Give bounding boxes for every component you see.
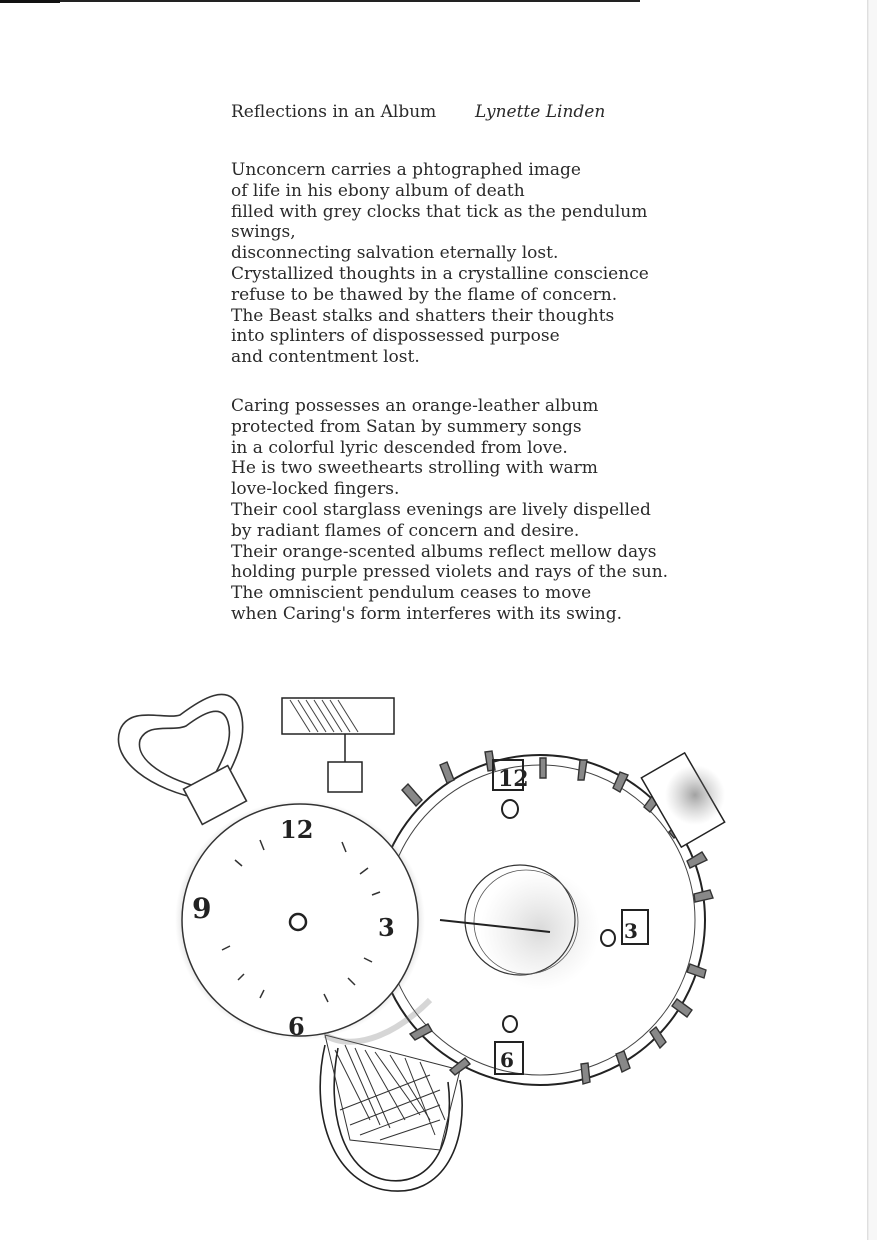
poem-line: The omniscient pendulum ceases to move xyxy=(231,583,592,604)
right-clock-3: 3 xyxy=(624,919,638,943)
left-clock-9: 9 xyxy=(192,892,212,925)
pendulum-loop xyxy=(320,1045,462,1191)
page-top-edge xyxy=(0,0,640,2)
poem-title: Reflections in an Album xyxy=(231,102,437,122)
poem-line: He is two sweethearts strolling with warm xyxy=(231,458,598,479)
poem-line: disconnecting salvation eternally lost. xyxy=(231,243,559,264)
left-clock-12: 12 xyxy=(280,815,314,844)
right-clock-12: 12 xyxy=(498,766,529,792)
poem-line: love-locked fingers. xyxy=(231,479,400,500)
left-clock xyxy=(175,800,430,1042)
poem-line: Unconcern carries a phtographed image xyxy=(231,160,581,180)
poem-line: filled with grey clocks that tick as the pendulum xyxy=(231,201,648,222)
poem-line: into splinters of dispossessed purpose xyxy=(231,326,560,347)
page-right-margin xyxy=(869,0,877,1240)
right-clock xyxy=(375,751,725,1085)
poem-line: Their cool starglass evenings are lively dispelled xyxy=(231,499,651,520)
poem-line: Their orange-scented albums reflect mellow days xyxy=(231,541,657,562)
poem-line: and contentment lost. xyxy=(231,347,420,368)
poem-author: Lynette Linden xyxy=(475,102,606,122)
page-right-edge xyxy=(867,0,869,1240)
poem-line: in a colorful lyric descended from love. xyxy=(231,437,568,458)
poem-line: refuse to be thawed by the flame of concern. xyxy=(231,284,618,305)
clocks-ink-drawing-icon xyxy=(110,680,740,1200)
poem-line: holding purple pressed violets and rays of the sun. xyxy=(231,562,669,583)
poem-line: swings, xyxy=(231,222,296,243)
top-bar xyxy=(282,698,394,792)
left-clock-6: 6 xyxy=(288,1012,305,1041)
clock-handle xyxy=(118,694,246,824)
poem-line: The Beast stalks and shatters their thoughts xyxy=(231,305,615,326)
stanza-1 xyxy=(231,160,661,368)
poem-line: when Caring's form interferes with its swing. xyxy=(231,603,623,624)
left-clock-3: 3 xyxy=(378,913,395,942)
poem-line: protected from Satan by summery songs xyxy=(231,416,582,437)
page-top-edge-mark xyxy=(0,0,60,3)
poem-line: of life in his ebony album of death xyxy=(231,180,525,201)
right-clock-6: 6 xyxy=(500,1048,514,1072)
poem-line: Crystallized thoughts in a crystalline conscience xyxy=(231,263,649,284)
stanza-2 xyxy=(231,396,669,625)
poem-line: Caring possesses an orange-leather album xyxy=(231,396,599,416)
clocks-drawing-svg xyxy=(110,680,740,1200)
poem-line: by radiant flames of concern and desire. xyxy=(231,520,580,541)
